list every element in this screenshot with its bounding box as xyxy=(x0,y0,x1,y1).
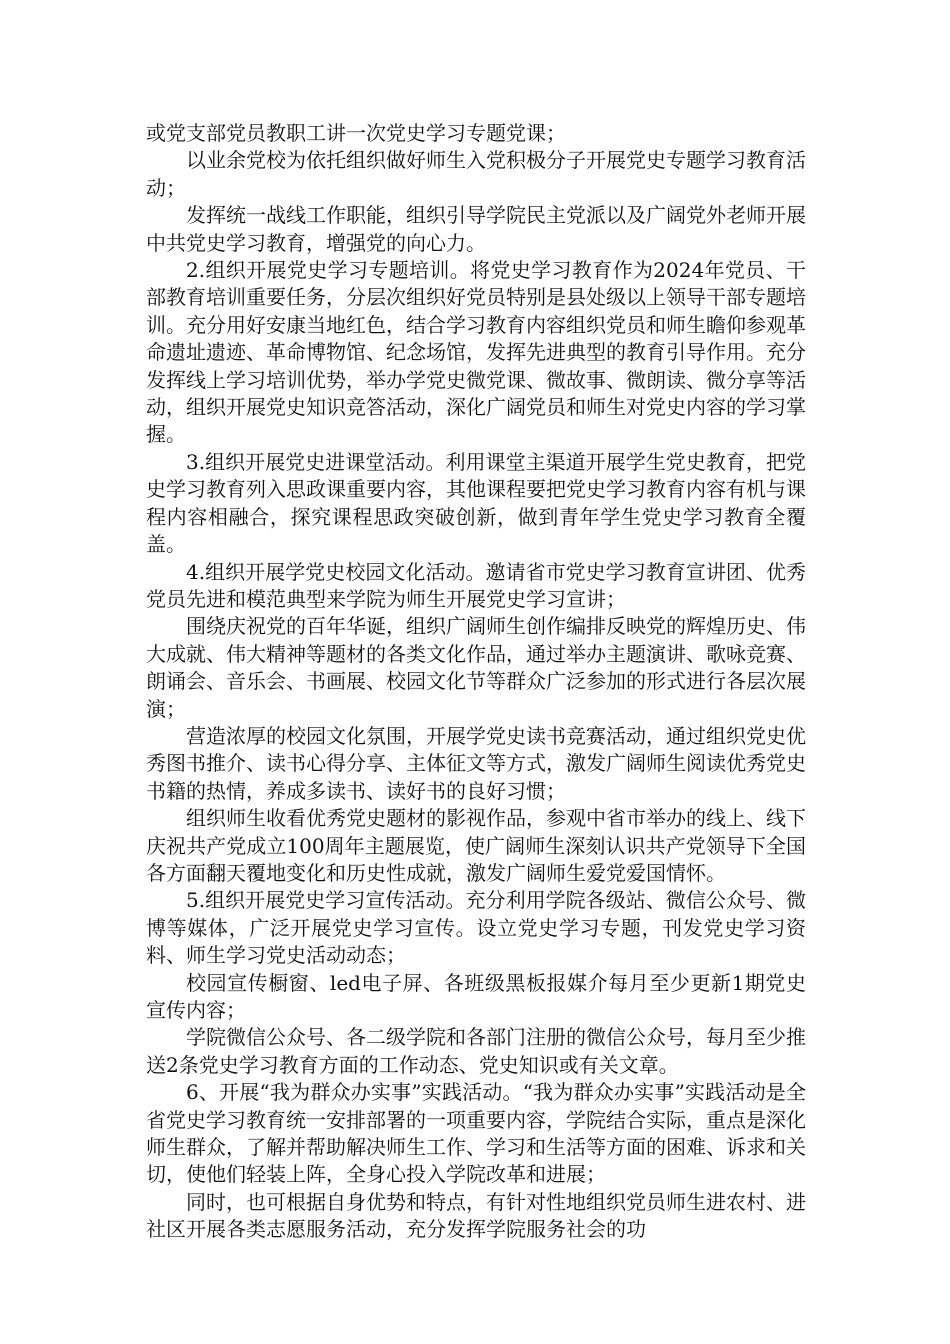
paragraph-wechat-push: 学院微信公众号、各二级学院和各部门注册的微信公众号，每月至少推送2条党史学习教育方面的工作动态、党史知识或有关文章。 xyxy=(146,1025,806,1077)
paragraph-item-4-campus-culture: 4.组织开展学党史校园文化活动。邀请省市党史学习教育宣讲团、优秀党员先进和模范典型来学院为师生开展党史学习宣讲； xyxy=(146,559,806,611)
paragraph-campus-display: 校园宣传橱窗、led电子屏、各班级黑板报媒介每月至少更新1期党史宣传内容； xyxy=(146,970,806,1022)
paragraph-continuation: 或党支部党员教职工讲一次党史学习专题党课； xyxy=(146,121,566,145)
paragraph-centenary-works: 围绕庆祝党的百年华诞，组织广阔师生创作编排反映党的辉煌历史、伟大成就、伟大精神等题材的各类文化作品，通过举办主题演讲、歌咏竞赛、朗诵会、音乐会、书画展、校园文化节等群众广泛参加的形式进行各层次展演； xyxy=(146,614,806,721)
paragraph-item-3-classroom: 3.组织开展党史进课堂活动。利用课堂主渠道开展学生党史教育，把党史学习教育列入思政课重要内容，其他课程要把党史学习教育内容有机与课程内容相融合，探究课程思政突破创新，做到青年学生党史学习教育全覆盖。 xyxy=(146,449,806,557)
paragraph-film-exhibition: 组织师生收看优秀党史题材的影视作品，参观中省市举办的线上、线下庆祝共产党成立100周年主题展览，使广阔师生深刻认识共产党领导下全国各方面翻天覆地变化和历史性成就，激发广阔师生爱党爱国情怀。 xyxy=(146,806,806,885)
paragraph-party-school: 以业余党校为依托组织做好师生入党积极分子开展党史专题学习教育活动； xyxy=(146,148,806,200)
paragraph-item-6-practice: 6、开展“我为群众办实事”实践活动。“我为群众办实事”实践活动是全省党史学习教育统一安排部署的一项重要内容，学院结合实际，重点是深化师生群众，了解并帮助解决师生工作、学习和生活等方面的困难、诉求和关切，使他们轻装上阵，全身心投入学院改革和进展； xyxy=(146,1080,806,1187)
paragraph-united-front: 发挥统一战线工作职能，组织引导学院民主党派以及广阔党外老师开展中共党史学习教育，增强党的向心力。 xyxy=(146,203,806,255)
paragraph-item-5-publicity: 5.组织开展党史学习宣传活动。充分利用学院各级站、微信公众号、微博等媒体，广泛开展党史学习宣传。设立党史学习专题，刊发党史学习资料、师生学习党史活动动态； xyxy=(146,888,806,968)
paragraph-reading-contest: 营造浓厚的校园文化氛围，开展学党史读书竞赛活动，通过组织党史优秀图书推介、读书心得分享、主体征文等方式，激发广阔师生阅读优秀党史书籍的热情，养成多读书、读好书的良好习惯； xyxy=(146,723,806,803)
paragraph-item-2-training: 2.组织开展党史学习专题培训。将党史学习教育作为2024年党员、干部教育培训重要任务，分层次组织好党员特别是县处级以上领导干部专题培训。充分用好安康当地红色，结合学习教育内容组织党员和师生瞻仰参观革命遗址遗迹、革命博物馆、纪念场馆，发挥先进典型的教育引导作用。充分发挥线上学习培训优势，举办学党史微党课、微故事、微朗读、微分享等活动，组织开展党史知识竞答活动，深化广阔党员和师生对党史内容的学习掌握。 xyxy=(146,258,806,447)
paragraph-volunteer: 同时，也可根据自身优势和特点，有针对性地组织党员师生进农村、进社区开展各类志愿服务活动，充分发挥学院服务社会的功 xyxy=(146,1189,806,1242)
document-body xyxy=(146,120,806,1244)
